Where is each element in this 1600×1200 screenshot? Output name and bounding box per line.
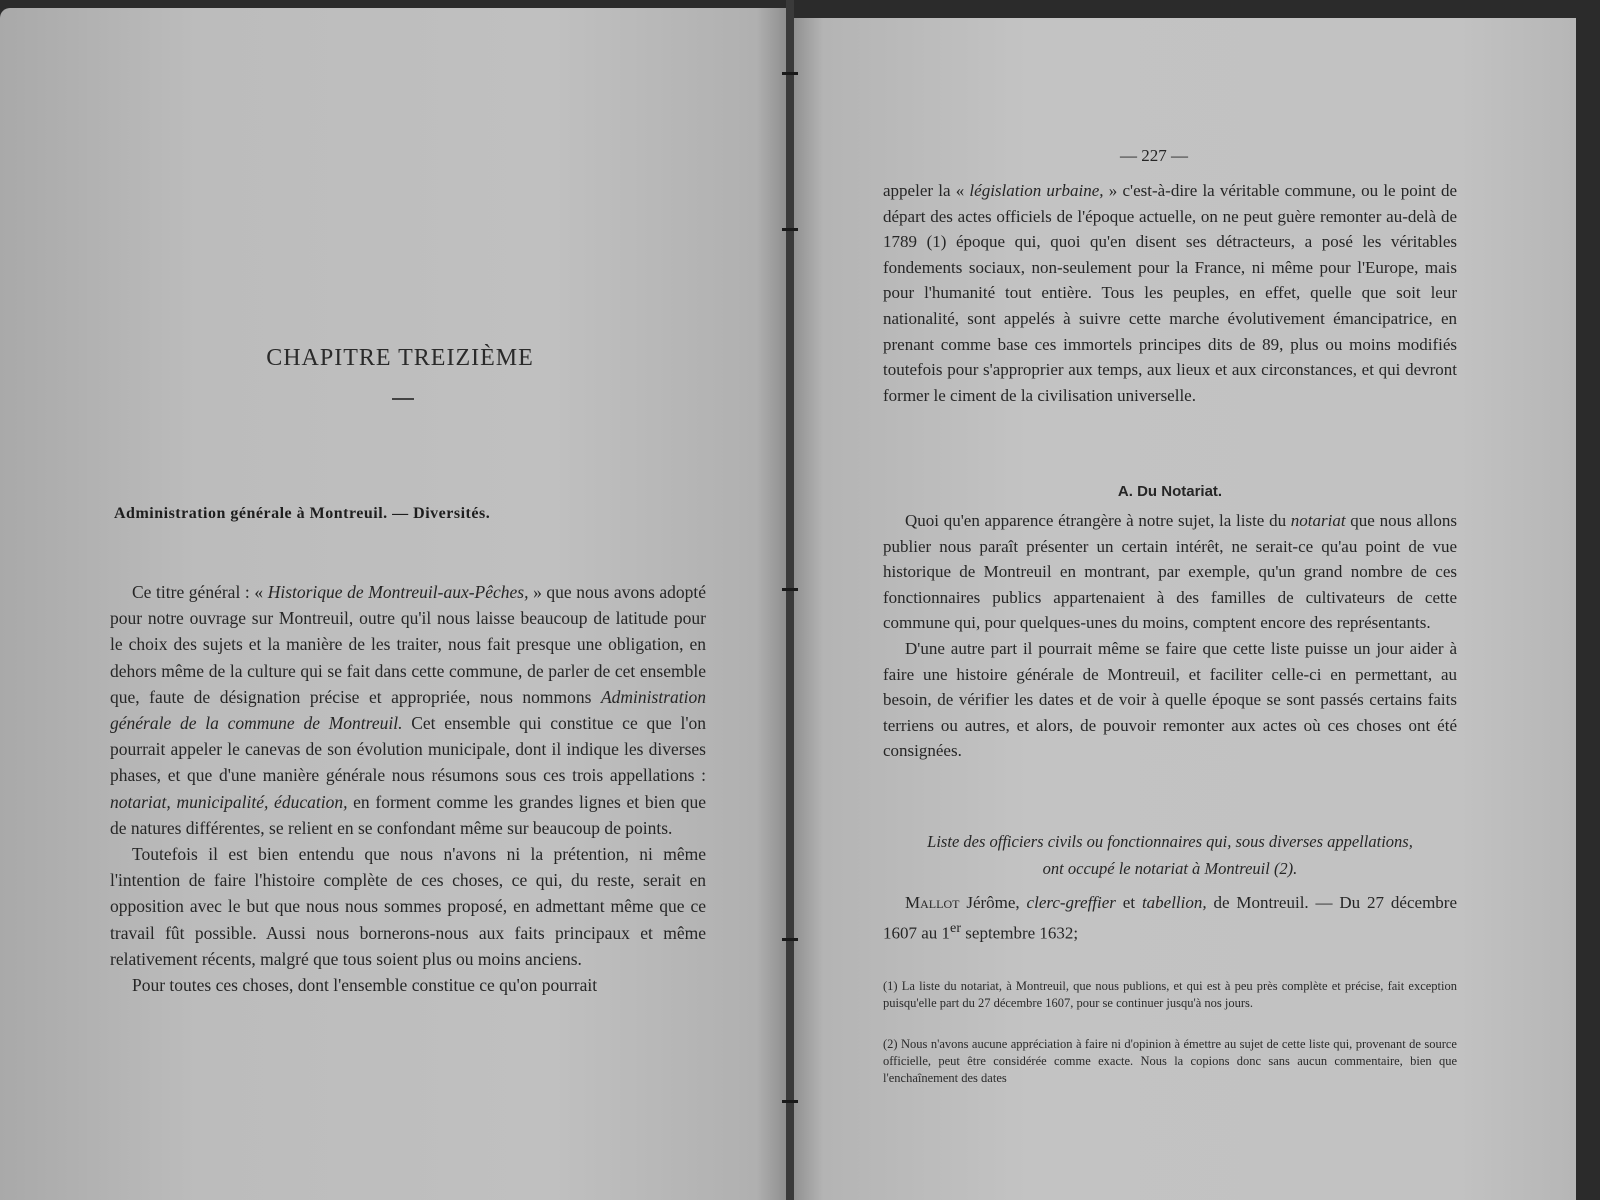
paragraph bbox=[110, 579, 706, 841]
text-span: » c'est-à-dire la véritable commune, ou le point de départ des actes officiels de l'époque actuelle, on ne peut guère remonter au-delà de 1789 (1) époque qui, quoi qu'en disent ses détracteurs, a posé les véritables fondements sociaux, non-seulement pour la France, ni même pour l'Europe, mais pour l'humanité tout entière. Tous les peuples, en effet, quelle que soit leur nationalité, sont appelés à suivre cette marche évolutivement émancipatrice, en prenant comme base ces immortels principes dits de 89, plus ou moins modifiés toutefois pour s'approprier aux temps, aux lieux et aux circonstances, et qui devront former le ciment de la civilisation universelle. bbox=[883, 181, 1457, 405]
binding-stitch bbox=[782, 938, 798, 941]
list-title-line: Liste des officiers civils ou fonctionnaires qui, sous diverses appellations, bbox=[927, 832, 1413, 851]
text-span: Quoi qu'en apparence étrangère à notre sujet, la liste du bbox=[905, 511, 1291, 530]
text-span: et bbox=[1115, 893, 1142, 912]
book-gutter bbox=[786, 0, 794, 1200]
italic-terms: notariat, municipalité, éducation, bbox=[110, 791, 348, 812]
list-title bbox=[883, 828, 1457, 882]
footnote: (1) La liste du notariat, à Montreuil, que nous publions, et qui est à peu près complète et précise, fait exception puisqu'elle part du 27 décembre 1607, pour se continuer jusqu'à nos jours. bbox=[883, 979, 1457, 1010]
paragraph bbox=[883, 890, 1457, 946]
subsection-title: A. Du Notariat. bbox=[1117, 483, 1223, 500]
left-body-text bbox=[110, 579, 706, 998]
text-span: de Montreuil. — Du 27 décembre 1607 au 1 bbox=[883, 893, 1457, 943]
text-span: en forment comme les grandes lignes et bien que de natures différentes, se relient en se confondant même sur beaucoup de points. bbox=[110, 791, 706, 838]
right-intro-text bbox=[883, 178, 1457, 408]
italic-role: tabellion, bbox=[1141, 893, 1207, 912]
binding-stitch bbox=[782, 72, 798, 75]
text-span: Cet ensemble qui constitue ce que l'on pourrait appeler le canevas de son évolution municipale, dont il indique les diverses phases, et que d'une manière générale nous résumons sous ces trois appellations : bbox=[110, 713, 707, 786]
text-span: appeler la « bbox=[883, 181, 970, 200]
italic-title: Historique de Montreuil-aux-Pêches, bbox=[267, 582, 529, 602]
list-title-line: ont occupé le notariat à Montreuil (2). bbox=[1042, 859, 1298, 878]
binding-stitch bbox=[782, 588, 798, 591]
superscript: er bbox=[950, 919, 962, 936]
chapter-title: CHAPITRE TREIZIÈME bbox=[266, 345, 534, 371]
paragraph: D'une autre part il pourrait même se faire que cette liste puisse un jour aider à faire une histoire générale de Montreuil, et faciliter celle-ci en permettant, au besoin, de vérifier les dates et de voir à quelle époque se sont passés certains faits terriens ou autres, et alors, de pouvoir remonter aux actes où ces choses ont été consignées. bbox=[883, 638, 1457, 761]
notariat-text bbox=[883, 508, 1457, 764]
italic-role: clerc-greffier bbox=[1026, 893, 1116, 912]
section-heading: Administration générale à Montreuil. — Diversités. bbox=[114, 505, 491, 522]
italic-term: Administration générale de la commune de Montreuil. bbox=[110, 686, 706, 734]
paragraph bbox=[883, 508, 1457, 636]
text-span: que nous allons publier nous paraît présenter un certain intérêt, ne serait-ce qu'au point de vue historique de Montreuil en montrant, par exemple, qu'un grand nombre de ces fonctionnaires publics appartenaient à des familles de cultivateurs de cette commune qui, pour quelques-unes du moins, comptent encore des représentants. bbox=[883, 511, 1458, 633]
text-span: septembre 1632; bbox=[961, 923, 1079, 943]
paragraph: Toutefois il est bien entendu que nous n'avons ni la prétention, ni même l'intention de faire l'histoire complète de ces choses, ce qui, du reste, serait en opposition avec le but que nous nous sommes proposé, en admettant même que ce travail fût possible. Aussi nous bornerons-nous aux faits principaux et même relativement récents, malgré que tous soient plus ou moins anciens. bbox=[110, 844, 706, 969]
text-span: Ce titre général : « bbox=[132, 582, 268, 602]
footnote: (2) Nous n'avons aucune appréciation à faire ni d'opinion à émettre au sujet de cette liste qui, provenant de source officielle, peut être considérée comme exacte. Nous la copions donc sans aucun commentaire, bien que l'enchaînement des dates bbox=[883, 1037, 1457, 1085]
notary-entry bbox=[883, 890, 1457, 946]
page-number: — 227 — bbox=[1120, 146, 1188, 165]
paragraph: Pour toutes ces choses, dont l'ensemble constitue ce qu'on pourrait bbox=[132, 975, 598, 996]
chapter-rule bbox=[392, 398, 414, 400]
paragraph bbox=[883, 178, 1457, 408]
binding-stitch bbox=[782, 228, 798, 231]
text-span: » que nous avons adopté pour notre ouvrage sur Montreuil, outre qu'il nous laisse beaucoup de latitude pour le choix des sujets et la manière de les traiter, nous fait presque une obligation, en dehors même de la culture qui se fait dans cette commune, de parler de cet ensemble que, faute de désignation précise et appropriée, nous nommons bbox=[110, 582, 706, 707]
italic-term: législation urbaine, bbox=[969, 181, 1104, 200]
binding-stitch bbox=[782, 1100, 798, 1103]
text-span: Jérôme, bbox=[959, 893, 1027, 912]
italic-term: notariat bbox=[1290, 511, 1346, 530]
notary-name: Mallot bbox=[905, 893, 960, 912]
